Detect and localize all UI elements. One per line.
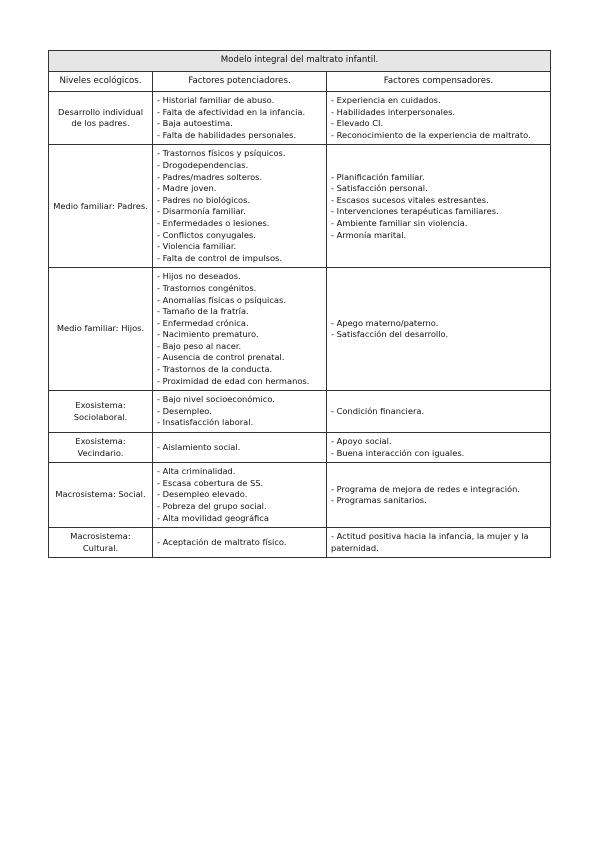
list-item: - Baja autoestima.: [157, 118, 233, 129]
table-row: [49, 145, 551, 268]
potenciadores-cell: [153, 433, 327, 463]
list-item: - Drogodependencias.: [157, 159, 249, 170]
list-item: - Ambiente familiar sin violencia.: [331, 217, 468, 228]
list-item: - Tamaño de la fratría.: [157, 306, 249, 317]
list-item: - Nacimiento prematuro.: [157, 329, 259, 340]
list-item: - Padres no biológicos.: [157, 194, 251, 205]
list-item: - Planificación familiar.: [331, 171, 425, 182]
list-item: - Falta de afectividad en la infancia.: [157, 106, 306, 117]
list-item: - Escasa cobertura de SS.: [157, 477, 264, 488]
list-item: - Bajo peso al nacer.: [157, 340, 242, 351]
list-item: - Apoyo social.: [331, 436, 392, 447]
level-cell: Macrosistema: Cultural.: [49, 528, 153, 558]
list-item: - Desempleo.: [157, 405, 212, 416]
list-item: - Elevado CI.: [331, 118, 384, 129]
potenciadores-cell: [153, 145, 327, 268]
table-row: [49, 528, 551, 558]
table-body: [49, 92, 551, 558]
list-item: - Violencia familiar.: [157, 241, 237, 252]
column-header-potenciadores: Factores potenciadores.: [153, 72, 327, 92]
compensadores-cell: [327, 145, 551, 268]
list-item: - Condición financiera.: [331, 405, 425, 416]
list-item: - Buena interacción con iguales.: [331, 447, 465, 458]
compensadores-cell: [327, 433, 551, 463]
table-title: Modelo integral del maltrato infantil.: [49, 51, 551, 72]
list-item: - Habilidades interpersonales.: [331, 106, 456, 117]
compensadores-cell: [327, 391, 551, 433]
level-cell: Exosistema: Vecindario.: [49, 433, 153, 463]
list-item: - Padres/madres solteros.: [157, 171, 263, 182]
list-item: - Falta de habilidades personales.: [157, 129, 297, 140]
list-item: - Anomalías físicas o psíquicas.: [157, 294, 286, 305]
maltrato-table: [48, 50, 551, 558]
list-item: - Intervenciones terapéuticas familiares.: [331, 206, 499, 217]
potenciadores-cell: [153, 92, 327, 145]
list-item: - Madre joven.: [157, 183, 217, 194]
compensadores-cell: [327, 92, 551, 145]
list-item: - Falta de control de impulsos.: [157, 252, 282, 263]
list-item: - Armonía marital.: [331, 229, 407, 240]
list-item: - Trastornos físicos y psíquicos.: [157, 148, 286, 159]
list-item: - Alta movilidad geográfica: [157, 512, 269, 523]
potenciadores-cell: [153, 391, 327, 433]
compensadores-cell: [327, 528, 551, 558]
level-cell: Exosistema: Sociolaboral.: [49, 391, 153, 433]
list-item: - Aceptación de maltrato físico.: [157, 536, 287, 547]
list-item: - Desempleo elevado.: [157, 489, 248, 500]
list-item: - Experiencia en cuidados.: [331, 95, 441, 105]
list-item: - Programa de mejora de redes e integración.: [331, 483, 521, 494]
column-header-niveles: Niveles ecológicos.: [49, 72, 153, 92]
potenciadores-cell: [153, 528, 327, 558]
column-header-compensadores: Factores compensadores.: [327, 72, 551, 92]
list-item: - Proximidad de edad con hermanos.: [157, 375, 310, 386]
list-item: - Enfermedades o lesiones.: [157, 217, 270, 228]
table-row: [49, 92, 551, 145]
level-cell: Macrosistema: Social.: [49, 463, 153, 528]
potenciadores-cell: [153, 463, 327, 528]
level-cell: Medio familiar: Padres.: [49, 145, 153, 268]
compensadores-cell: [327, 463, 551, 528]
list-item: - Trastornos de la conducta.: [157, 364, 273, 375]
list-item: - Conflictos conyugales.: [157, 229, 256, 240]
list-item: - Pobreza del grupo social.: [157, 501, 267, 511]
compensadores-cell: [327, 268, 551, 391]
list-item: - Enfermedad crónica.: [157, 317, 249, 328]
table-row: [49, 463, 551, 528]
level-cell: Medio familiar: Hijos.: [49, 268, 153, 391]
list-item: - Escasos sucesos vitales estresantes.: [331, 194, 489, 205]
list-item: - Apego materno/paterno.: [331, 317, 439, 328]
list-item: - Satisfacción personal.: [331, 183, 428, 194]
list-item: - Alta criminalidad.: [157, 466, 236, 477]
table-row: [49, 433, 551, 463]
list-item: - Hijos no deseados.: [157, 271, 241, 282]
list-item: - Programas sanitarios.: [331, 495, 427, 506]
potenciadores-cell: [153, 268, 327, 391]
list-item: - Ausencia de control prenatal.: [157, 352, 285, 363]
list-item: - Reconocimiento de la experiencia de maltrato.: [331, 129, 531, 140]
list-item: - Actitud positiva hacia la infancia, la mujer y la paternidad.: [331, 531, 529, 553]
list-item: - Disarmonía familiar.: [157, 206, 246, 217]
table-row: [49, 391, 551, 433]
list-item: - Satisfacción del desarrollo.: [331, 329, 449, 340]
table-row: [49, 268, 551, 391]
list-item: - Trastornos congénitos.: [157, 282, 257, 293]
list-item: - Historial familiar de abuso.: [157, 95, 275, 105]
list-item: - Aislamiento social.: [157, 441, 241, 452]
level-cell: Desarrollo individual de los padres.: [49, 92, 153, 145]
list-item: - Insatisfacción laboral.: [157, 417, 254, 428]
list-item: - Bajo nivel socioeconómico.: [157, 394, 275, 405]
